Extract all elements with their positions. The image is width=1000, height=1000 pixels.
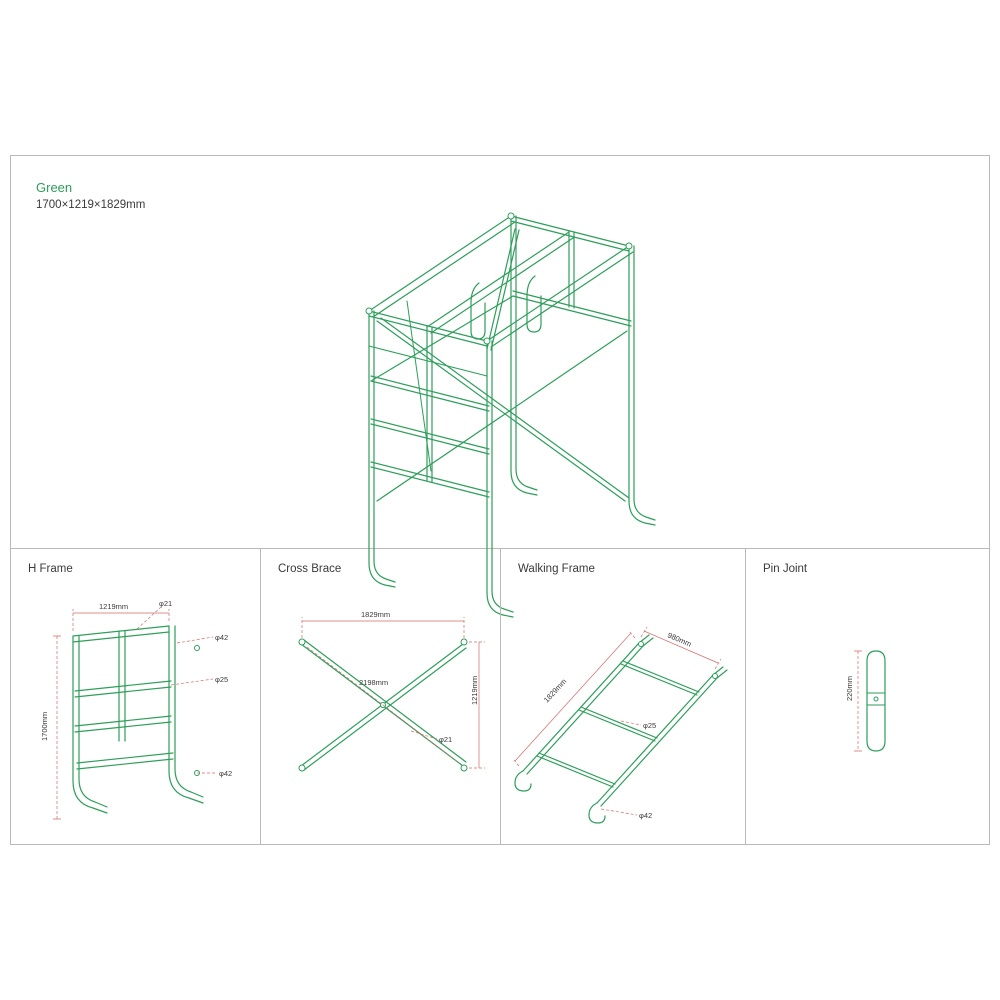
pin-joint-svg (746, 581, 989, 843)
drawing-sheet (10, 155, 990, 845)
overall-dimensions-label: 1700×1219×1829mm (36, 199, 146, 211)
cross-brace-diagonal-value: 2198mm (359, 678, 389, 687)
rear-h-frame (511, 216, 655, 525)
h-frame-top-tube-value: φ21 (159, 599, 173, 608)
color-label: Green (36, 180, 73, 195)
walking-frame-dimensions (513, 627, 721, 820)
cross-brace-height-value: 1219mm (470, 675, 479, 705)
h-frame-lower-post-value: φ42 (219, 769, 233, 778)
h-frame-rung-value: φ25 (215, 675, 229, 684)
walking-frame-rung-value: φ25 (643, 721, 657, 730)
walking-frame-width-value: 980mm (666, 630, 693, 649)
pin-joint-drawing (746, 581, 989, 843)
h-frame-dimensions (40, 599, 232, 819)
cross-braces (377, 229, 629, 501)
title-block (36, 179, 145, 214)
panel-title-pin-joint: Pin Joint (763, 563, 808, 575)
walking-frame-drawing (501, 581, 745, 843)
h-frame-geometry (73, 626, 203, 813)
cross-brace-drawing (261, 581, 500, 843)
panel-pin-joint (746, 549, 989, 845)
panel-title-walking-frame: Walking Frame (518, 563, 595, 575)
cross-brace-tube-value: φ21 (439, 735, 453, 744)
platform-deck (369, 216, 633, 381)
panel-cross-brace (261, 549, 501, 845)
main-panel (11, 156, 989, 549)
panel-h-frame (11, 549, 261, 845)
h-frame-height-value: 1700mm (40, 711, 49, 741)
pin-joint-length-value: 220mm (845, 675, 854, 701)
panel-walking-frame (501, 549, 746, 845)
h-frame-upper-post-value: φ42 (215, 633, 229, 642)
pin-joint-dimensions (845, 651, 862, 751)
scaffold-isometric-drawing (311, 171, 711, 546)
walking-frame-rail-value: φ42 (639, 811, 653, 820)
walking-frame-geometry (515, 635, 727, 823)
panel-title-h-frame: H Frame (28, 563, 73, 575)
walking-frame-length-value: 1829mm (541, 676, 569, 705)
cross-brace-svg (261, 581, 501, 843)
panel-title-cross-brace: Cross Brace (278, 563, 342, 575)
h-frame-drawing (11, 581, 260, 843)
h-frame-width-value: 1219mm (99, 602, 129, 611)
walking-frame-svg (501, 581, 746, 843)
h-frame-svg (11, 581, 261, 843)
scaffold-isometric-svg (311, 171, 711, 546)
pin-joint-geometry (867, 651, 885, 751)
cross-brace-span-value: 1829mm (361, 610, 391, 619)
